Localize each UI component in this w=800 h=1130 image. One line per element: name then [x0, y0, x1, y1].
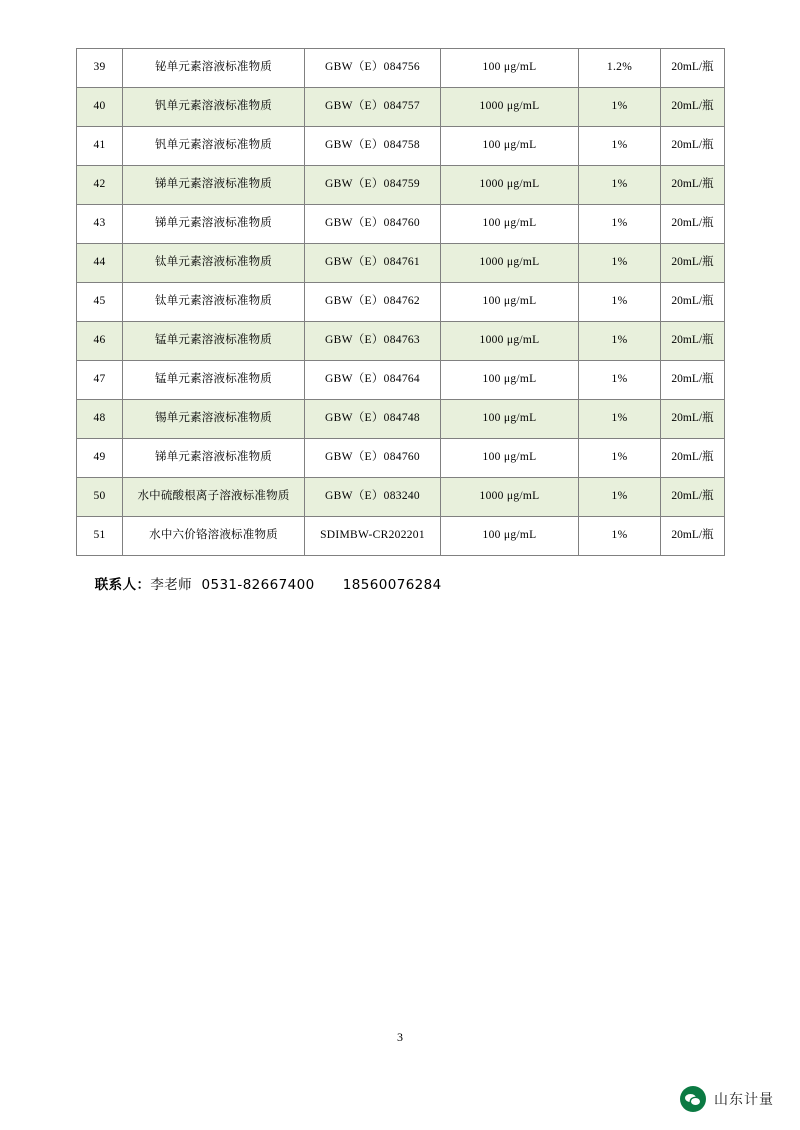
cell-no: 51 [77, 517, 123, 556]
footer-brand [680, 1086, 774, 1112]
cell-concentration: 1000 μg/mL [441, 88, 579, 127]
contact-phone-1: 0531-82667400 [201, 577, 315, 593]
cell-concentration: 1000 μg/mL [441, 478, 579, 517]
cell-uncertainty: 1% [579, 439, 661, 478]
cell-specification: 20mL/瓶 [661, 400, 725, 439]
footer-brand-label: 山东计量 [714, 1092, 774, 1108]
cell-no: 39 [77, 49, 123, 88]
cell-name: 钒单元素溶液标准物质 [123, 127, 305, 166]
page-number: 3 [397, 1030, 403, 1044]
cell-uncertainty: 1% [579, 517, 661, 556]
cell-specification: 20mL/瓶 [661, 127, 725, 166]
cell-name: 钛单元素溶液标准物质 [123, 283, 305, 322]
cell-no: 40 [77, 88, 123, 127]
table-row [77, 166, 725, 205]
cell-concentration: 1000 μg/mL [441, 166, 579, 205]
table-row [77, 49, 725, 88]
cell-no: 46 [77, 322, 123, 361]
cell-concentration: 100 μg/mL [441, 439, 579, 478]
cell-concentration: 1000 μg/mL [441, 244, 579, 283]
reference-materials-table [76, 48, 725, 556]
cell-no: 50 [77, 478, 123, 517]
cell-code: GBW（E）084748 [305, 400, 441, 439]
cell-concentration: 100 μg/mL [441, 49, 579, 88]
table-row [77, 283, 725, 322]
cell-uncertainty: 1% [579, 244, 661, 283]
cell-name: 锡单元素溶液标准物质 [123, 400, 305, 439]
cell-name: 锰单元素溶液标准物质 [123, 322, 305, 361]
cell-name: 锑单元素溶液标准物质 [123, 166, 305, 205]
cell-code: SDIMBW-CR202201 [305, 517, 441, 556]
cell-specification: 20mL/瓶 [661, 244, 725, 283]
cell-code: GBW（E）084757 [305, 88, 441, 127]
table-row [77, 244, 725, 283]
cell-name: 锑单元素溶液标准物质 [123, 205, 305, 244]
contact-sep2 [315, 577, 343, 593]
cell-specification: 20mL/瓶 [661, 205, 725, 244]
cell-no: 45 [77, 283, 123, 322]
cell-code: GBW（E）084758 [305, 127, 441, 166]
cell-uncertainty: 1% [579, 205, 661, 244]
cell-uncertainty: 1% [579, 166, 661, 205]
contact-phone-2: 18560076284 [342, 577, 442, 593]
cell-concentration: 100 μg/mL [441, 400, 579, 439]
cell-no: 43 [77, 205, 123, 244]
cell-uncertainty: 1% [579, 127, 661, 166]
cell-no: 48 [77, 400, 123, 439]
cell-code: GBW（E）084762 [305, 283, 441, 322]
table-row [77, 322, 725, 361]
cell-code: GBW（E）084760 [305, 439, 441, 478]
table-row [77, 517, 725, 556]
cell-uncertainty: 1% [579, 88, 661, 127]
cell-specification: 20mL/瓶 [661, 322, 725, 361]
cell-no: 41 [77, 127, 123, 166]
table-body [77, 49, 725, 556]
cell-uncertainty: 1% [579, 361, 661, 400]
contact-label: 联系人： [94, 577, 151, 593]
cell-code: GBW（E）084761 [305, 244, 441, 283]
cell-name: 水中六价铬溶液标准物质 [123, 517, 305, 556]
cell-specification: 20mL/瓶 [661, 166, 725, 205]
cell-uncertainty: 1% [579, 478, 661, 517]
table-row [77, 205, 725, 244]
cell-specification: 20mL/瓶 [661, 49, 725, 88]
table-row [77, 361, 725, 400]
cell-code: GBW（E）083240 [305, 478, 441, 517]
cell-uncertainty: 1% [579, 283, 661, 322]
cell-name: 水中硫酸根离子溶液标准物质 [123, 478, 305, 517]
table-row [77, 478, 725, 517]
table-row [77, 88, 725, 127]
cell-uncertainty: 1.2% [579, 49, 661, 88]
cell-concentration: 100 μg/mL [441, 127, 579, 166]
cell-code: GBW（E）084763 [305, 322, 441, 361]
cell-specification: 20mL/瓶 [661, 439, 725, 478]
cell-no: 44 [77, 244, 123, 283]
cell-code: GBW（E）084760 [305, 205, 441, 244]
cell-concentration: 100 μg/mL [441, 283, 579, 322]
cell-concentration: 100 μg/mL [441, 205, 579, 244]
contact-line [76, 557, 442, 609]
cell-code: GBW（E）084764 [305, 361, 441, 400]
table-row [77, 439, 725, 478]
cell-concentration: 1000 μg/mL [441, 322, 579, 361]
cell-concentration: 100 μg/mL [441, 361, 579, 400]
table-row [77, 127, 725, 166]
contact-person: 李老师 [150, 577, 193, 593]
cell-specification: 20mL/瓶 [661, 283, 725, 322]
cell-name: 钛单元素溶液标准物质 [123, 244, 305, 283]
cell-uncertainty: 1% [579, 322, 661, 361]
cell-no: 42 [77, 166, 123, 205]
cell-code: GBW（E）084756 [305, 49, 441, 88]
cell-no: 49 [77, 439, 123, 478]
cell-concentration: 100 μg/mL [441, 517, 579, 556]
cell-name: 锰单元素溶液标准物质 [123, 361, 305, 400]
cell-name: 铋单元素溶液标准物质 [123, 49, 305, 88]
cell-specification: 20mL/瓶 [661, 517, 725, 556]
cell-name: 锑单元素溶液标准物质 [123, 439, 305, 478]
wechat-icon [680, 1086, 706, 1112]
cell-uncertainty: 1% [579, 400, 661, 439]
cell-name: 钒单元素溶液标准物质 [123, 88, 305, 127]
cell-specification: 20mL/瓶 [661, 361, 725, 400]
table-row [77, 400, 725, 439]
cell-specification: 20mL/瓶 [661, 88, 725, 127]
cell-no: 47 [77, 361, 123, 400]
cell-specification: 20mL/瓶 [661, 478, 725, 517]
cell-code: GBW（E）084759 [305, 166, 441, 205]
